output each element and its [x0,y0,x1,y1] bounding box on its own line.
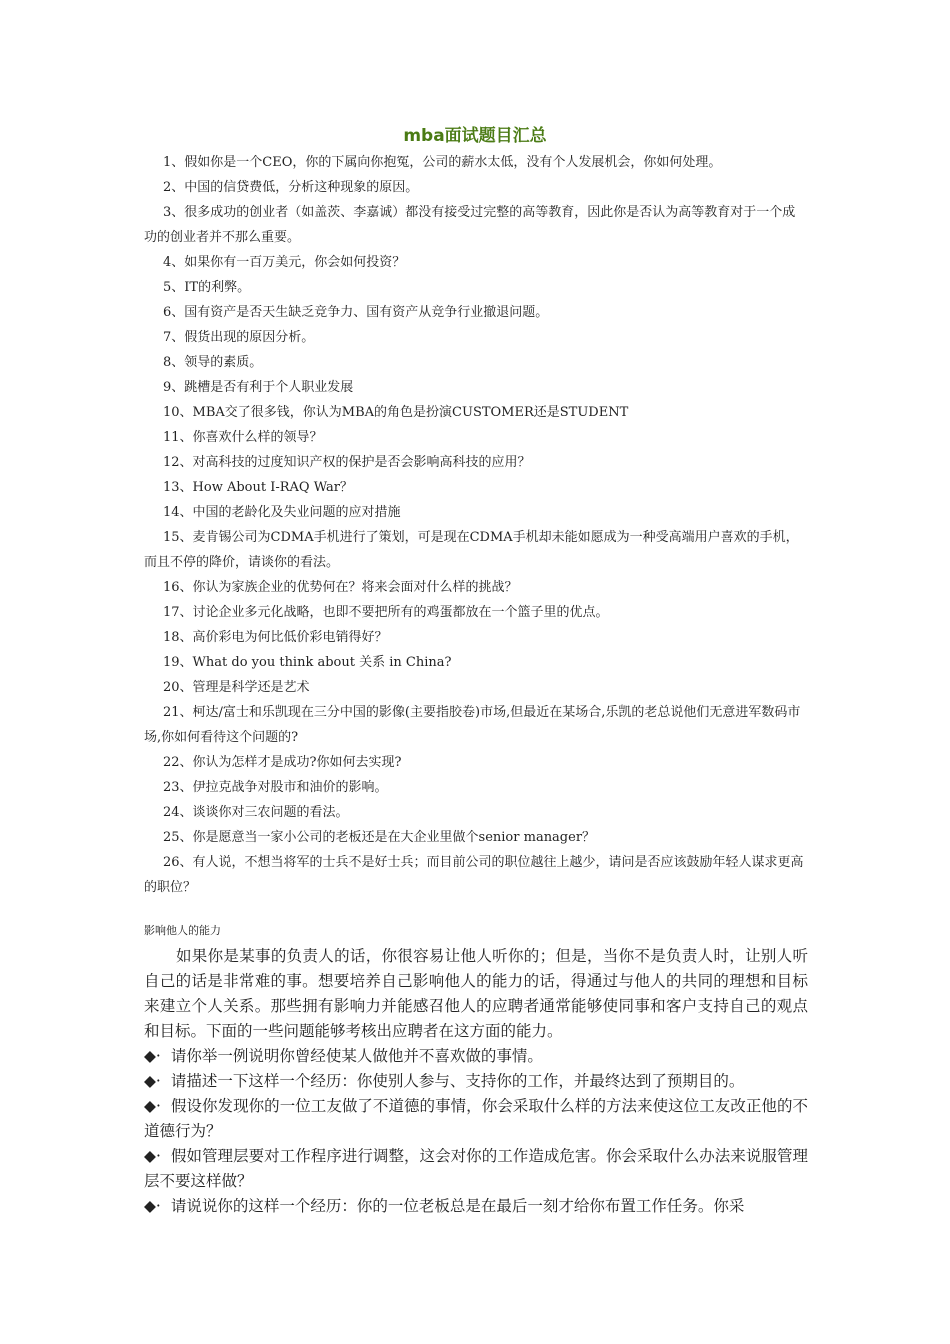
question-item: 7、假货出现的原因分析。 [163,330,315,345]
bullet-item [144,1144,808,1194]
diamond-bullet-icon: ◆· [144,1072,161,1090]
question-item: 14、中国的老龄化及失业问题的应对措施 [163,505,401,520]
question-item: 25、你是愿意当一家小公司的老板还是在大企业里做个senior manager？ [163,830,596,845]
diamond-bullet-icon: ◆· [144,1047,161,1065]
bullet-item [144,1194,808,1219]
question-list [144,150,806,900]
question-item: 5、IT的利弊。 [163,280,251,295]
question-item: 17、讨论企业多元化战略，也即不要把所有的鸡蛋都放在一个篮子里的优点。 [163,605,609,620]
question-item: 15、麦肯锡公司为CDMA手机进行了策划，可是现在CDMA手机却未能如愿成为一种受高端用户喜欢的手机，而且不停的降价，请谈你的看法。 [144,530,799,570]
influence-section [144,944,808,1219]
bullet-text: 假设你发现你的一位工友做了不道德的事情，你会采取什么样的方法来使这位工友改正他的不道德行为？ [144,1097,808,1140]
question-item: 13、How About I-RAQ War？ [163,480,353,495]
question-item: 6、国有资产是否天生缺乏竞争力、国有资产从竞争行业撤退问题。 [163,305,549,320]
diamond-bullet-icon: ◆· [144,1197,161,1215]
question-item: 3、很多成功的创业者（如盖茨、李嘉诚）都没有接受过完整的高等教育，因此你是否认为高等教育对于一个成功的创业者并不那么重要。 [144,205,796,245]
question-item: 22、你认为怎样才是成功?你如何去实现? [163,755,402,770]
bullet-text: 假如管理层要对工作程序进行调整，这会对你的工作造成危害。你会采取什么办法来说服管理层不要这样做？ [144,1147,808,1190]
bullet-text: 请你举一例说明你曾经使某人做他并不喜欢做的事情。 [170,1047,543,1065]
question-item: 9、跳槽是否有利于个人职业发展 [163,380,354,395]
bullet-item [144,1069,808,1094]
question-item: 20、管理是科学还是艺术 [163,680,310,695]
question-item: 18、高价彩电为何比低价彩电销得好？ [163,630,388,645]
bullet-text: 请描述一下这样一个经历：你使别人参与、支持你的工作，并最终达到了预期目的。 [170,1072,745,1090]
question-item: 24、谈谈你对三农问题的看法。 [163,805,349,820]
question-item: 23、伊拉克战争对股市和油价的影响。 [163,780,388,795]
bullet-item [144,1044,808,1069]
section-heading: 影响他人的能力 [144,924,221,937]
question-item: 16、你认为家族企业的优势何在？将来会面对什么样的挑战？ [163,580,518,595]
question-item: 12、对高科技的过度知识产权的保护是否会影响高科技的应用？ [163,455,531,470]
bullet-item [144,1094,808,1144]
diamond-bullet-icon: ◆· [144,1147,161,1165]
bullet-text: 请说说你的这样一个经历：你的一位老板总是在最后一刻才给你布置工作任务。你采 [170,1197,745,1215]
question-item: 26、有人说，不想当将军的士兵不是好士兵；而目前公司的职位越往上越少，请问是否应该鼓励年轻人谋求更高的职位？ [144,855,804,895]
question-item: 8、领导的素质。 [163,355,263,370]
document-title: mba面试题目汇总 [403,126,547,146]
question-item: 11、你喜欢什么样的领导？ [163,430,323,445]
question-item: 21、柯达/富士和乐凯现在三分中国的影像(主要指胶卷)市场,但最近在某场合,乐凯的老总说他们无意进军数码市场,你如何看待这个问题的? [144,705,801,745]
question-item: 19、What do you think about 关系 in China? [163,655,452,670]
section-intro: 如果你是某事的负责人的话，你很容易让他人听你的；但是，当你不是负责人时，让别人听自己的话是非常难的事。想要培养自己影响他人的能力的话，得通过与他人的共同的理想和目标来建立个人关系。那些拥有影响力并能感召他人的应聘者通常能够使同事和客户支持自己的观点和目标。下面的一些问题能够考核出应聘者在这方面的能力。 [144,947,808,1040]
question-item: 10、MBA交了很多钱，你认为MBA的角色是扮演CUSTOMER还是STUDENT [163,405,629,420]
question-item: 1、假如你是一个CEO，你的下属向你抱冤，公司的薪水太低，没有个人发展机会，你如何处理。 [163,155,722,170]
question-item: 4、如果你有一百万美元，你会如何投资？ [163,255,406,270]
diamond-bullet-icon: ◆· [144,1097,161,1115]
question-item: 2、中国的信贷费低，分析这种现象的原因。 [163,180,419,195]
